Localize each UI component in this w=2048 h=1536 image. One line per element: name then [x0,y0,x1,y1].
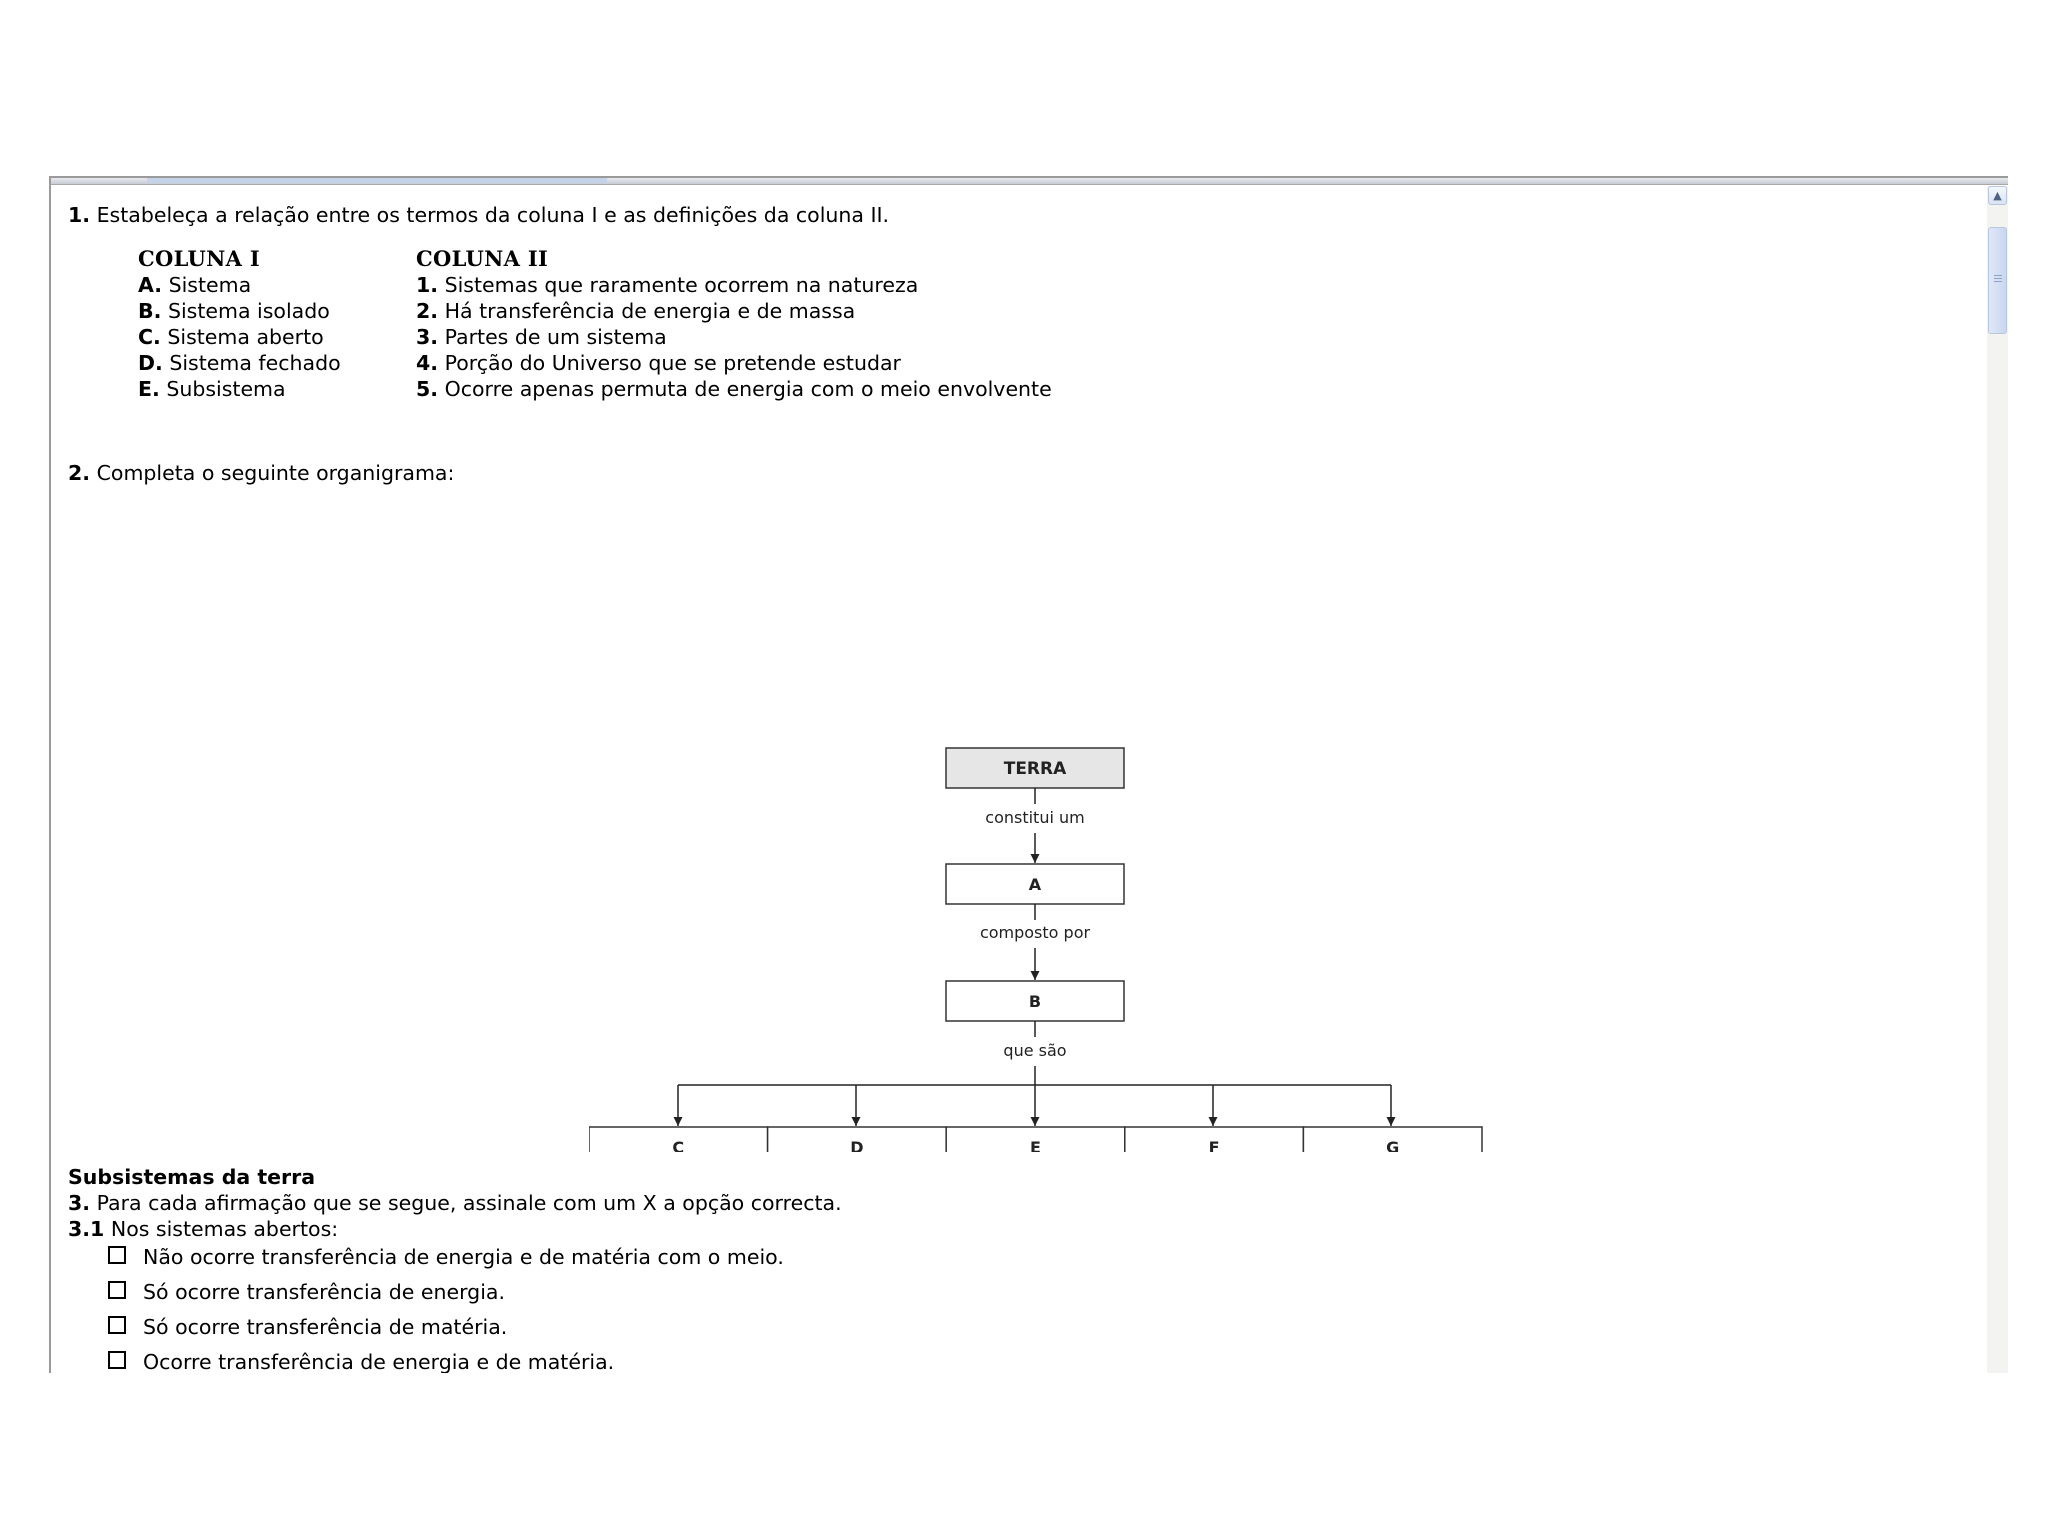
question-3-number: 3. [68,1191,91,1215]
branch-label-1: D [850,1138,864,1152]
option-checkbox[interactable] [108,1281,126,1299]
item-key: A. [138,273,163,297]
terra-label: TERRA [1003,759,1067,779]
column-1 [138,246,388,402]
vertical-scrollbar[interactable] [1987,186,2008,1373]
branch-label-0: C [672,1138,685,1152]
item-key: C. [138,325,161,349]
question-3-prompt [68,1190,842,1216]
link-que-sao: que são [1003,1041,1067,1060]
option-label: Só ocorre transferência de matéria. [143,1315,508,1339]
active-tab-indicator [147,178,607,183]
column-2-item [416,350,1316,376]
column-1-item [138,350,388,376]
item-text: Há transferência de energia e de massa [444,299,856,323]
item-key: 5. [416,377,439,401]
option-label: Ocorre transferência de energia e de matéria. [143,1350,615,1373]
option-label: Só ocorre transferência de energia. [143,1280,505,1304]
option-checkbox[interactable] [108,1316,126,1334]
organigram [589,552,1489,1158]
section-title-text: Subsistemas da terra [68,1165,316,1189]
item-text: Sistema aberto [167,325,324,349]
item-key: D. [138,351,163,375]
organigram-svg [589,552,1489,1152]
document-window [49,176,2008,1373]
column-1-item [138,324,388,350]
item-key: 1. [416,273,439,297]
column-2-item [416,324,1316,350]
item-key: E. [138,377,160,401]
question-3-text: Para cada afirmação que se segue, assinale com um X a opção correcta. [96,1191,842,1215]
grip-icon [1994,275,2002,284]
scroll-thumb[interactable] [1988,227,2007,334]
item-key: 2. [416,299,439,323]
question-2-text: Completa o seguinte organigrama: [96,461,455,485]
column-2-heading: COLUNA II [416,246,549,271]
node-b-label: B [1028,992,1042,1011]
window-top-band [51,178,2008,185]
item-text: Porção do Universo que se pretende estudar [444,351,901,375]
column-1-heading: COLUNA I [138,246,260,271]
question-3-1-number: 3.1 [68,1217,105,1241]
column-1-item [138,298,388,324]
column-2 [416,246,1316,402]
item-text: Subsistema [166,377,286,401]
question-1-text: Estabeleça a relação entre os termos da coluna I e as definições da coluna II. [96,203,890,227]
column-2-item [416,272,1316,298]
item-text: Sistema [168,273,252,297]
link-composto-por: composto por [979,923,1091,942]
item-text: Partes de um sistema [444,325,667,349]
item-key: 4. [416,351,439,375]
question-2-prompt [68,460,454,486]
item-key: 3. [416,325,439,349]
item-key: B. [138,299,162,323]
scroll-up-icon[interactable]: ▲ [1988,186,2007,205]
item-text: Ocorre apenas permuta de energia com o meio envolvente [444,377,1052,401]
column-2-item [416,376,1316,402]
question-3-1-prompt [68,1216,338,1242]
column-1-item [138,376,388,402]
item-text: Sistema fechado [169,351,341,375]
link-constitui-um: constitui um [985,808,1085,827]
item-text: Sistemas que raramente ocorrem na natureza [444,273,919,297]
option-checkbox[interactable] [108,1351,126,1369]
section-title [68,1164,315,1190]
question-3-1-text: Nos sistemas abertos: [110,1217,339,1241]
column-2-item [416,298,1316,324]
node-a-label: A [1028,875,1042,894]
question-1-prompt [68,202,889,228]
option-checkbox[interactable] [108,1246,126,1264]
branch-label-2: E [1030,1138,1041,1152]
branch-label-3: F [1208,1138,1220,1152]
item-text: Sistema isolado [167,299,330,323]
branch-label-4: G [1386,1138,1400,1152]
document-content [68,188,1968,1373]
option-label: Não ocorre transferência de energia e de matéria com o meio. [143,1245,784,1269]
question-1-number: 1. [68,203,91,227]
question-2-number: 2. [68,461,91,485]
column-1-item [138,272,388,298]
